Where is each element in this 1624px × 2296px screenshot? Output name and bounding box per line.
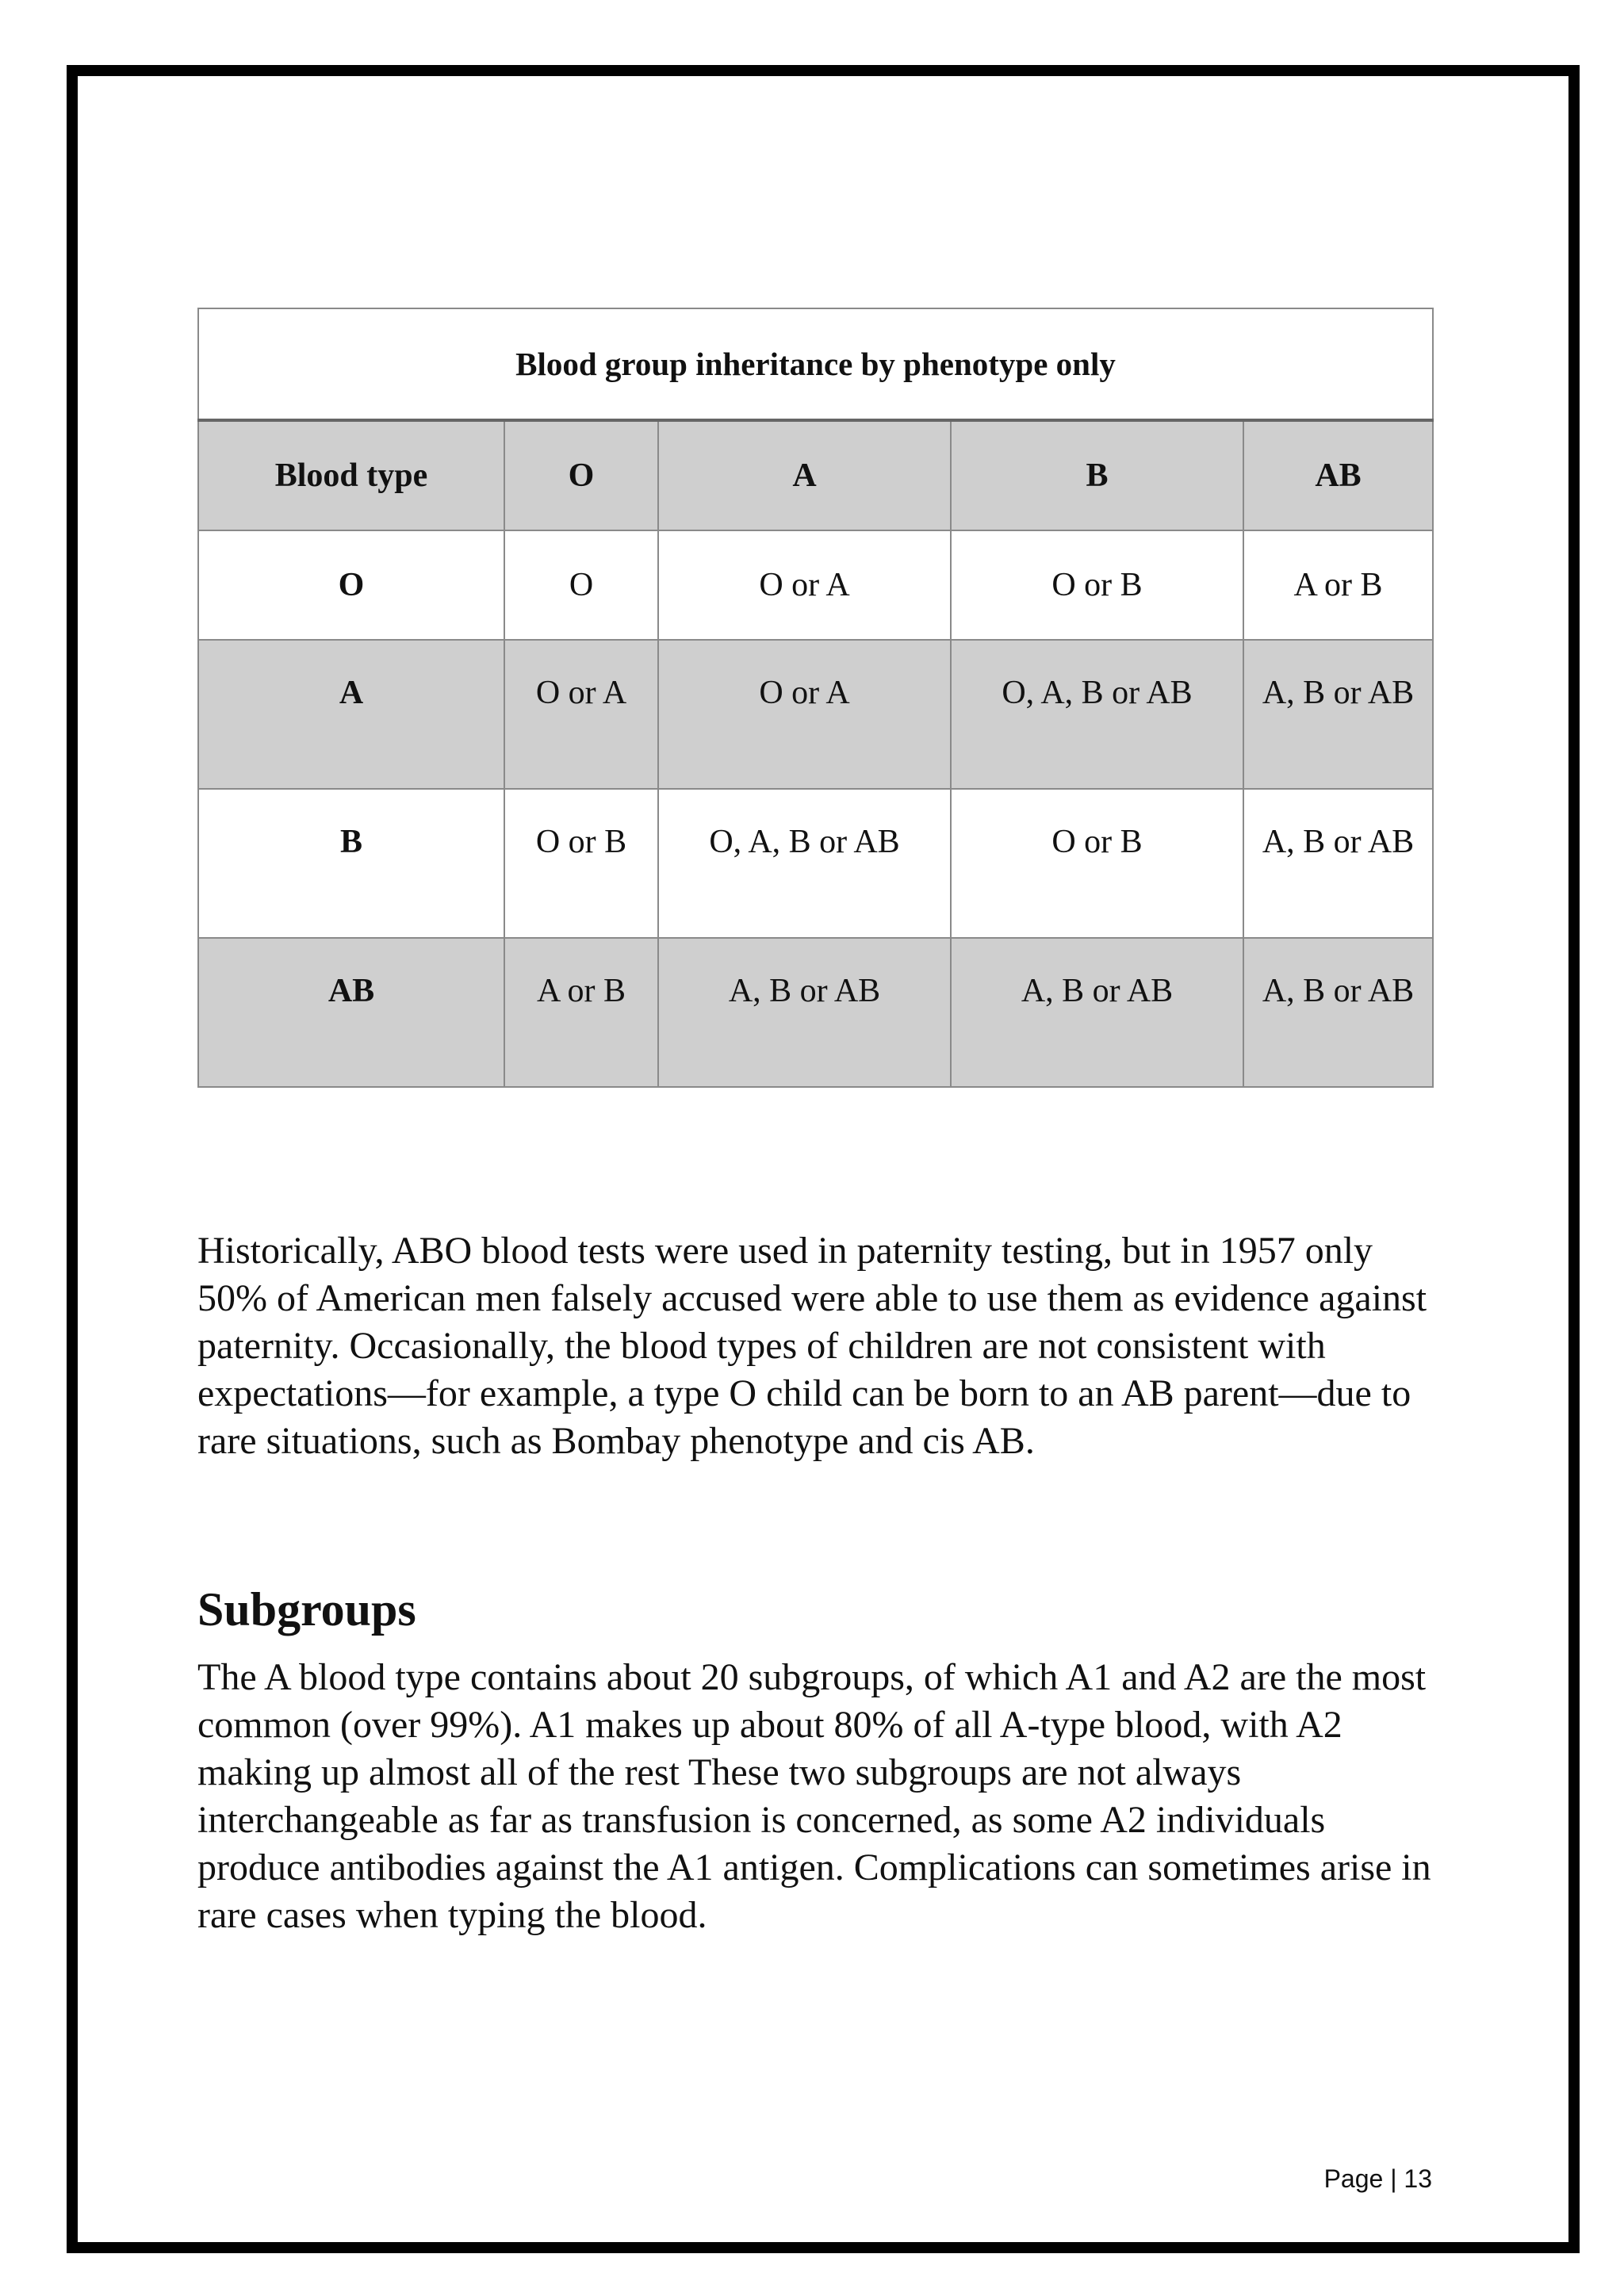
table-cell: A or B [1243, 530, 1433, 640]
header-o: O [504, 420, 658, 530]
table-cell: O, A, B or AB [658, 789, 951, 938]
table-cell: A, B or AB [1243, 938, 1433, 1087]
table-cell: A, B or AB [951, 938, 1243, 1087]
table-cell: O or A [504, 640, 658, 789]
row-label: B [198, 789, 504, 938]
paternity-paragraph: Historically, ABO blood tests were used in paternity testing, but in 1957 only 50% of American men falsely accused were able to use them as evidence against paternity. Occasionally, the blood types of children are not consistent with expectations—for example, a type O child can be born to an AB parent—due to rare situations, such as Bombay phenotype and cis AB. [197, 1230, 1427, 1462]
table-cell: O [504, 530, 658, 640]
table-row [198, 640, 1433, 789]
row-label: A [198, 640, 504, 789]
table-cell: O, A, B or AB [951, 640, 1243, 789]
table-cell: A, B or AB [1243, 640, 1433, 789]
table-cell: O or B [951, 789, 1243, 938]
header-ab: AB [1243, 420, 1433, 530]
table-caption: Blood group inheritance by phenotype only [198, 308, 1433, 420]
header-a: A [658, 420, 951, 530]
table-cell: O or A [658, 530, 951, 640]
table-cell: A, B or AB [1243, 789, 1433, 938]
table-cell: O or B [504, 789, 658, 938]
table-cell: A, B or AB [658, 938, 951, 1087]
row-label: O [198, 530, 504, 640]
table-cell: O or B [951, 530, 1243, 640]
table-header-row [198, 420, 1433, 530]
blood-group-table [197, 308, 1434, 1088]
table-cell: O or A [658, 640, 951, 789]
table-row [198, 530, 1433, 640]
row-label: AB [198, 938, 504, 1087]
header-b: B [951, 420, 1243, 530]
page-number: Page | 13 [1323, 2164, 1432, 2193]
subgroups-heading: Subgroups [197, 1583, 416, 1636]
subgroups-paragraph: The A blood type contains about 20 subgroups, of which A1 and A2 are the most common (over 99%). A1 makes up about 80% of all A-type blood, with A2 making up almost all of the rest These two subgroups are not always interchangeable as far as transfusion is concerned, as some A2 individuals produce antibodies against the A1 antigen. Complications can sometimes arise in rare cases when typing the blood. [197, 1656, 1431, 1936]
table-row [198, 789, 1433, 938]
table-row [198, 938, 1433, 1087]
table-cell: A or B [504, 938, 658, 1087]
header-blood-type: Blood type [198, 420, 504, 530]
